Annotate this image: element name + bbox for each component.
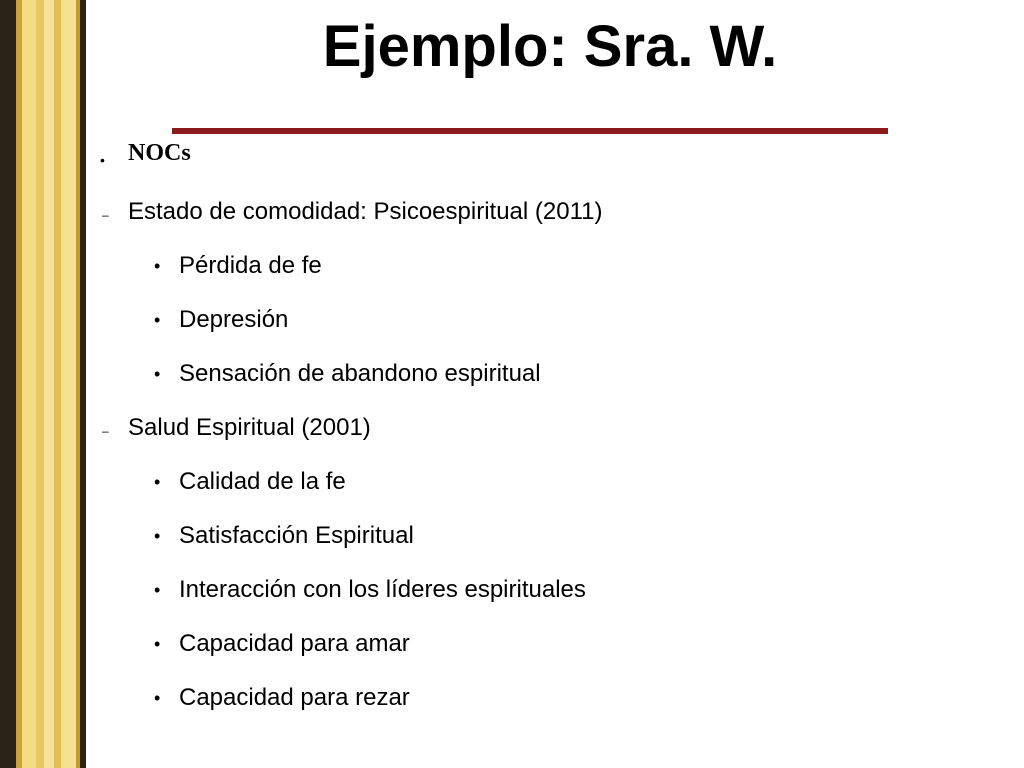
stripe: [0, 0, 16, 768]
bullet-marker: •: [154, 634, 161, 654]
list-item-label: Calidad de la fe: [179, 468, 346, 495]
stripe: [22, 0, 36, 768]
list-item: [100, 190, 980, 244]
dash-marker: –: [102, 208, 109, 222]
bullet-marker: •: [154, 580, 161, 600]
stripe: [54, 0, 61, 768]
bullet-marker: •: [100, 152, 105, 168]
list-item: [100, 568, 980, 622]
bullet-marker: •: [154, 688, 161, 708]
list-item: [100, 460, 980, 514]
bullet-marker: •: [154, 256, 161, 276]
bullet-marker: •: [154, 364, 161, 384]
list-item-label: Interacción con los líderes espirituales: [179, 576, 586, 603]
stripe: [61, 0, 76, 768]
stripe: [36, 0, 44, 768]
list-item-label: Sensación de abandono espiritual: [179, 360, 541, 387]
stripe: [44, 0, 54, 768]
list-item-label: Depresión: [179, 306, 289, 333]
list-item-label: Satisfacción Espiritual: [179, 522, 414, 549]
dash-marker: –: [102, 424, 109, 438]
stripe: [80, 0, 86, 768]
list-item: [100, 352, 980, 406]
title-underline: [172, 128, 888, 134]
list-item-label: Estado de comodidad: Psicoespiritual (2011): [128, 198, 603, 225]
list-item-label: Pérdida de fe: [179, 252, 322, 279]
list-item: [100, 622, 980, 676]
list-item: [100, 676, 980, 730]
list-item-label: Salud Espiritual (2001): [128, 414, 371, 441]
bullet-list: [100, 136, 980, 730]
bullet-marker: •: [154, 310, 161, 330]
decorative-stripe-band: [0, 0, 86, 768]
list-item: [100, 298, 980, 352]
list-item: [100, 136, 980, 190]
slide-title: Ejemplo: Sra. W.: [322, 14, 778, 79]
list-item-label: Capacidad para amar: [179, 630, 410, 657]
list-item: [100, 406, 980, 460]
list-item-label: Capacidad para rezar: [179, 684, 410, 711]
list-item-label: NOCs: [128, 140, 191, 166]
bullet-marker: •: [154, 472, 161, 492]
list-item: [100, 244, 980, 298]
list-item: [100, 514, 980, 568]
bullet-marker: •: [154, 526, 161, 546]
